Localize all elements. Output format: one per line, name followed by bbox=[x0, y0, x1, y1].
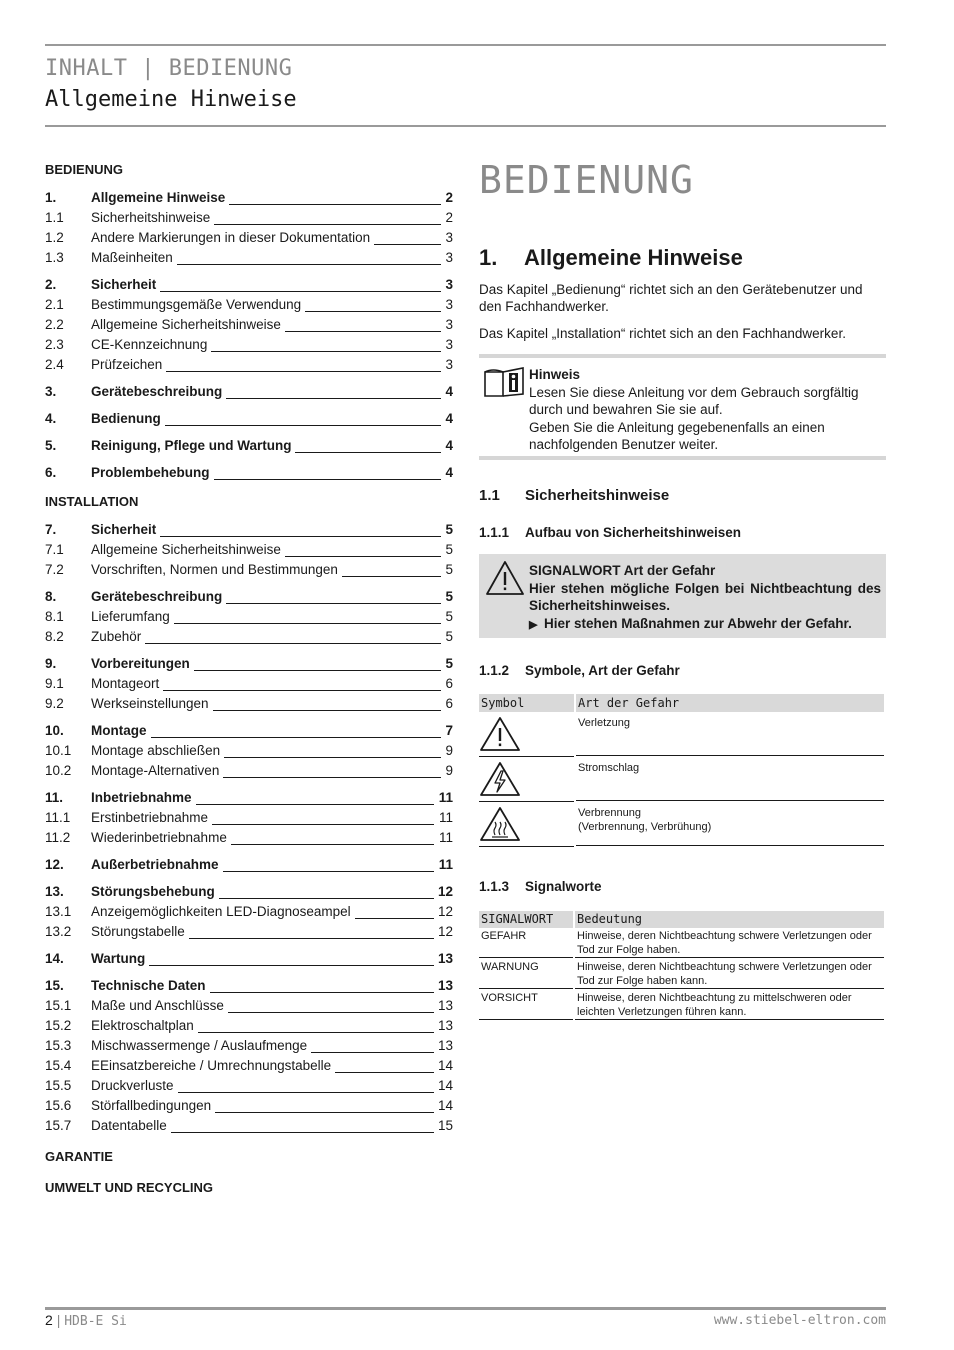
toc-list-bedienung bbox=[45, 188, 453, 483]
symbols-table-header bbox=[479, 694, 884, 712]
toc-entry-page: 5 bbox=[445, 609, 453, 624]
toc-entry-number: 15.6 bbox=[45, 1098, 72, 1113]
heading-number: 1.1.2 bbox=[479, 663, 510, 678]
table-of-contents bbox=[45, 160, 453, 1198]
toc-entry-number: 8. bbox=[45, 589, 57, 604]
toc-entry-number: 2. bbox=[45, 277, 57, 292]
toc-entry-label: Außerbetriebnahme bbox=[91, 855, 223, 875]
toc-entry[interactable] bbox=[45, 560, 453, 580]
toc-entry-page: 5 bbox=[445, 656, 453, 671]
toc-entry-number: 15.7 bbox=[45, 1118, 72, 1133]
toc-entry-label: Reinigung, Pflege und Wartung bbox=[91, 436, 295, 456]
toc-entry-page: 5 bbox=[445, 562, 453, 577]
warning-text bbox=[529, 562, 881, 634]
toc-entry-number: 13. bbox=[45, 884, 64, 899]
toc-entry-label: Inbetriebnahme bbox=[91, 788, 196, 808]
table-row bbox=[479, 757, 884, 802]
toc-entry-label: Sicherheit bbox=[91, 275, 160, 295]
toc-entry-label: Zubehör bbox=[91, 627, 145, 647]
toc-entry-label: Vorschriften, Normen und Bestimmungen bbox=[91, 560, 342, 580]
toc-entry-number: 1. bbox=[45, 190, 57, 205]
signalwords-table bbox=[479, 911, 884, 1021]
toc-entry-number: 1.3 bbox=[45, 250, 64, 265]
toc-entry-page: 13 bbox=[437, 978, 453, 993]
toc-entry-page: 5 bbox=[445, 542, 453, 557]
signal-word: VORSICHT bbox=[479, 990, 573, 1020]
toc-entry[interactable] bbox=[45, 275, 453, 295]
toc-entry[interactable] bbox=[45, 520, 453, 540]
toc-entry-number: 15.4 bbox=[45, 1058, 72, 1073]
toc-entry-page: 12 bbox=[437, 884, 453, 899]
toc-entry-label: Prüfzeichen bbox=[91, 355, 166, 375]
toc-entry-label: Lieferumfang bbox=[91, 607, 174, 627]
toc-entry-label: Druckverluste bbox=[91, 1076, 178, 1096]
toc-entry-page: 12 bbox=[437, 924, 453, 939]
toc-entry-label: Wartung bbox=[91, 949, 149, 969]
header-bottom-rule bbox=[45, 125, 886, 127]
heading-text: Symbole, Art der Gefahr bbox=[525, 663, 680, 678]
intro-paragraph-1: Das Kapitel „Bedienung“ richtet sich an den Gerätebenutzer und den Fachhandwerker. bbox=[479, 282, 863, 314]
heading-number: 1.1.1 bbox=[479, 525, 510, 540]
toc-entry-label: Montage-Alternativen bbox=[91, 761, 223, 781]
toc-entry[interactable] bbox=[45, 409, 453, 429]
toc-entry-label: Bedienung bbox=[91, 409, 165, 429]
symbols-table bbox=[479, 694, 884, 847]
toc-entry[interactable] bbox=[45, 436, 453, 456]
toc-entry-page: 12 bbox=[437, 904, 453, 919]
toc-entry-number: 7. bbox=[45, 522, 57, 537]
toc-entry-number: 13.1 bbox=[45, 904, 72, 919]
heat-triangle-icon bbox=[479, 802, 574, 847]
toc-entry-number: 10.2 bbox=[45, 763, 72, 778]
heading-text: Signalworte bbox=[525, 879, 602, 894]
warning-action bbox=[529, 615, 881, 635]
toc-entry[interactable] bbox=[45, 587, 453, 607]
toc-entry-page: 3 bbox=[445, 337, 453, 352]
toc-entry-label: Datentabelle bbox=[91, 1116, 171, 1136]
toc-entry[interactable] bbox=[45, 788, 453, 808]
toc-entry-page: 11 bbox=[438, 830, 453, 845]
toc-entry-page: 3 bbox=[445, 230, 453, 245]
signal-word: GEFAHR bbox=[479, 928, 573, 958]
toc-entry-label: Gerätebeschreibung bbox=[91, 382, 226, 402]
toc-entry-page: 15 bbox=[437, 1118, 453, 1133]
signal-meaning: Hinweise, deren Nichtbeachtung zu mittelschweren oder leichten Verletzungen führen kann. bbox=[575, 990, 884, 1020]
warning-title: SIGNALWORT Art der Gefahr bbox=[529, 563, 716, 578]
toc-entry-page: 7 bbox=[445, 723, 453, 738]
heading-number: 1.1 bbox=[479, 487, 500, 504]
toc-entry[interactable] bbox=[45, 976, 453, 996]
toc-entry-page: 2 bbox=[445, 210, 453, 225]
toc-entry[interactable] bbox=[45, 1116, 453, 1136]
toc-entry-page: 14 bbox=[437, 1098, 453, 1113]
toc-entry-number: 12. bbox=[45, 857, 64, 872]
toc-entry[interactable] bbox=[45, 1076, 453, 1096]
toc-entry-number: 8.2 bbox=[45, 629, 64, 644]
toc-entry-label: Werkseinstellungen bbox=[91, 694, 213, 714]
toc-entry[interactable] bbox=[45, 315, 453, 335]
footer-rule bbox=[45, 1307, 886, 1310]
toc-entry[interactable] bbox=[45, 228, 453, 248]
toc-section-bedienung: BEDIENUNG bbox=[45, 162, 124, 177]
toc-entry-label: Montageort bbox=[91, 674, 163, 694]
toc-entry-number: 15.2 bbox=[45, 1018, 72, 1033]
toc-entry-label: Montage abschließen bbox=[91, 741, 224, 761]
toc-entry-number: 2.4 bbox=[45, 357, 64, 372]
toc-entry-number: 7.2 bbox=[45, 562, 64, 577]
toc-entry-number: 15.3 bbox=[45, 1038, 72, 1053]
section-heading-1-1-1 bbox=[479, 525, 741, 540]
toc-entry-page: 13 bbox=[437, 1038, 453, 1053]
toc-entry[interactable] bbox=[45, 1036, 453, 1056]
note-title: Hinweis bbox=[529, 367, 581, 382]
toc-entry[interactable] bbox=[45, 463, 453, 483]
toc-entry-number: 6. bbox=[45, 465, 57, 480]
toc-entry-label: Montage bbox=[91, 721, 151, 741]
section-heading-1-1-3 bbox=[479, 879, 602, 894]
footer-page-info bbox=[45, 1312, 127, 1329]
toc-entry-number: 9.1 bbox=[45, 676, 64, 691]
toc-entry-page: 3 bbox=[445, 297, 453, 312]
toc-entry-label: Bestimmungsgemäße Verwendung bbox=[91, 295, 305, 315]
section-heading-1 bbox=[479, 245, 743, 271]
toc-entry-page: 13 bbox=[437, 998, 453, 1013]
toc-entry-label: Sicherheitshinweise bbox=[91, 208, 214, 228]
exclamation-triangle-icon bbox=[479, 712, 574, 757]
signal-meaning: Hinweise, deren Nichtbeachtung schwere Verletzungen oder Tod zur Folge haben. bbox=[575, 928, 884, 958]
toc-entry-number: 8.1 bbox=[45, 609, 64, 624]
toc-entry[interactable] bbox=[45, 248, 453, 268]
toc-entry[interactable] bbox=[45, 761, 453, 781]
toc-entry[interactable] bbox=[45, 882, 453, 902]
section-heading-1-1 bbox=[479, 487, 669, 504]
toc-entry-page: 3 bbox=[445, 357, 453, 372]
heading-number: 1. bbox=[479, 245, 498, 270]
toc-entry-label: Maße und Anschlüsse bbox=[91, 996, 228, 1016]
toc-entry-label: Erstinbetriebnahme bbox=[91, 808, 212, 828]
toc-entry-label: Störfallbedingungen bbox=[91, 1096, 215, 1116]
chapter-title: BEDIENUNG bbox=[479, 158, 694, 202]
warning-action-text: Hier stehen Maßnahmen zur Abwehr der Gefahr. bbox=[544, 615, 852, 631]
table-row bbox=[479, 928, 884, 959]
page-number: 2 bbox=[45, 1312, 53, 1328]
toc-entry[interactable] bbox=[45, 1096, 453, 1116]
toc-entry[interactable] bbox=[45, 741, 453, 761]
toc-entry[interactable] bbox=[45, 382, 453, 402]
warning-example-box bbox=[479, 554, 886, 638]
heading-text: Sicherheitshinweise bbox=[525, 487, 670, 504]
toc-entry-number: 2.1 bbox=[45, 297, 64, 312]
toc-entry-label: Vorbereitungen bbox=[91, 654, 194, 674]
header-subtitle: Allgemeine Hinweise bbox=[45, 87, 297, 112]
table-row bbox=[479, 959, 884, 990]
arrow-right-icon: ▶ bbox=[529, 618, 538, 631]
toc-entry[interactable] bbox=[45, 355, 453, 375]
toc-entry-number: 4. bbox=[45, 411, 57, 426]
symbol-description-text: Verbrennung (Verbrennung, Verbrühung) bbox=[578, 807, 712, 833]
symbols-col-symbol: Symbol bbox=[481, 696, 525, 710]
heading-number: 1.1.3 bbox=[479, 879, 510, 894]
toc-entry-number: 9. bbox=[45, 656, 57, 671]
toc-entry-page: 4 bbox=[445, 438, 453, 453]
section-heading-1-1-2 bbox=[479, 663, 680, 678]
toc-entry-page: 14 bbox=[437, 1058, 453, 1073]
toc-entry-label: Wiederinbetriebnahme bbox=[91, 828, 231, 848]
note-line-2: Geben Sie die Anleitung gegebenenfalls an einen nachfolgenden Benutzer weiter. bbox=[529, 419, 825, 452]
toc-entry-number: 11.2 bbox=[45, 830, 71, 845]
signalwords-col-meaning: Bedeutung bbox=[575, 911, 884, 928]
toc-entry-page: 4 bbox=[445, 411, 453, 426]
toc-entry-number: 15. bbox=[45, 978, 64, 993]
toc-entry-number: 9.2 bbox=[45, 696, 64, 711]
toc-section-umwelt: UMWELT UND RECYCLING bbox=[45, 1180, 214, 1195]
toc-entry-label: Allgemeine Hinweise bbox=[91, 188, 229, 208]
toc-list-installation bbox=[45, 520, 453, 1136]
header-title: INHALT | BEDIENUNG bbox=[45, 56, 293, 81]
intro-paragraph-2: Das Kapitel „Installation“ richtet sich an den Fachhandwerker. bbox=[479, 326, 846, 341]
toc-entry-number: 7.1 bbox=[45, 542, 64, 557]
toc-entry-number: 13.2 bbox=[45, 924, 72, 939]
toc-entry[interactable] bbox=[45, 1056, 453, 1076]
toc-entry[interactable] bbox=[45, 295, 453, 315]
toc-entry[interactable] bbox=[45, 855, 453, 875]
toc-entry-page: 9 bbox=[445, 763, 453, 778]
toc-entry[interactable] bbox=[45, 654, 453, 674]
toc-entry-number: 11. bbox=[45, 790, 64, 805]
warning-body: Hier stehen mögliche Folgen bei Nichtbeachtung des Sicherheitshinweises. bbox=[529, 580, 881, 613]
note-text bbox=[529, 366, 885, 454]
toc-entry-page: 3 bbox=[445, 317, 453, 332]
symbol-description: Verletzung bbox=[576, 712, 884, 756]
signalwords-table-header bbox=[479, 911, 884, 928]
toc-entry-label: CE-Kennzeichnung bbox=[91, 335, 211, 355]
toc-entry-number: 3. bbox=[45, 384, 57, 399]
toc-entry-page: 9 bbox=[445, 743, 453, 758]
toc-entry-label: Sicherheit bbox=[91, 520, 160, 540]
toc-entry-number: 15.5 bbox=[45, 1078, 72, 1093]
table-row bbox=[479, 802, 884, 847]
toc-entry[interactable] bbox=[45, 607, 453, 627]
signal-meaning: Hinweise, deren Nichtbeachtung schwere Verletzungen oder Tod zur Folge haben kann. bbox=[575, 959, 884, 989]
toc-entry-number: 11.1 bbox=[45, 810, 71, 825]
toc-entry[interactable] bbox=[45, 808, 453, 828]
toc-entry-page: 3 bbox=[445, 277, 453, 292]
toc-entry-label: Maßeinheiten bbox=[91, 248, 177, 268]
toc-entry-page: 5 bbox=[445, 629, 453, 644]
toc-entry[interactable] bbox=[45, 721, 453, 741]
toc-entry-page: 6 bbox=[445, 696, 453, 711]
signalwords-col-word: SIGNALWORT bbox=[481, 912, 554, 926]
toc-entry[interactable] bbox=[45, 694, 453, 714]
footer-url[interactable]: www.stiebel-eltron.com bbox=[713, 1313, 886, 1328]
table-row bbox=[479, 712, 884, 757]
note-box bbox=[479, 354, 886, 460]
symbol-description: Stromschlag bbox=[576, 757, 884, 801]
signal-word: WARNUNG bbox=[479, 959, 573, 989]
toc-entry[interactable] bbox=[45, 627, 453, 647]
toc-entry[interactable] bbox=[45, 188, 453, 208]
toc-entry[interactable] bbox=[45, 335, 453, 355]
toc-entry-number: 2.3 bbox=[45, 337, 64, 352]
toc-entry-label: Anzeigemöglichkeiten LED-Diagnoseampel bbox=[91, 902, 355, 922]
toc-entry[interactable] bbox=[45, 828, 453, 848]
toc-entry-label: Mischwassermenge / Auslaufmenge bbox=[91, 1036, 311, 1056]
toc-entry-number: 5. bbox=[45, 438, 57, 453]
toc-entry-label: Gerätebeschreibung bbox=[91, 587, 226, 607]
toc-entry-label: Störungsbehebung bbox=[91, 882, 219, 902]
toc-entry-number: 14. bbox=[45, 951, 64, 966]
toc-section-garantie: GARANTIE bbox=[45, 1149, 113, 1164]
toc-entry-number: 1.2 bbox=[45, 230, 64, 245]
toc-entry-page: 11 bbox=[438, 810, 453, 825]
toc-entry-page: 13 bbox=[437, 951, 453, 966]
toc-entry-page: 4 bbox=[445, 384, 453, 399]
toc-entry-label: Andere Markierungen in dieser Dokumentation bbox=[91, 228, 374, 248]
toc-entry-label: Problembehebung bbox=[91, 463, 214, 483]
toc-entry-page: 14 bbox=[437, 1078, 453, 1093]
toc-entry-page: 5 bbox=[445, 589, 453, 604]
lightning-triangle-icon bbox=[479, 757, 574, 802]
toc-entry[interactable] bbox=[45, 949, 453, 969]
toc-entry-page: 3 bbox=[445, 250, 453, 265]
symbol-description bbox=[576, 802, 884, 846]
toc-entry[interactable] bbox=[45, 208, 453, 228]
toc-entry[interactable] bbox=[45, 922, 453, 942]
heading-text: Aufbau von Sicherheitshinweisen bbox=[525, 525, 742, 540]
toc-entry-page: 2 bbox=[445, 190, 453, 205]
exclamation-triangle-icon bbox=[485, 560, 525, 600]
toc-entry-page: 6 bbox=[445, 676, 453, 691]
footer-separator: | bbox=[56, 1312, 61, 1328]
toc-entry-page: 4 bbox=[445, 465, 453, 480]
toc-entry-page: 5 bbox=[445, 522, 453, 537]
toc-entry-page: 11 bbox=[438, 857, 453, 872]
toc-entry-number: 10. bbox=[45, 723, 64, 738]
toc-entry-number: 10.1 bbox=[45, 743, 72, 758]
toc-entry-label: Allgemeine Sicherheitshinweise bbox=[91, 315, 285, 335]
toc-entry[interactable] bbox=[45, 1016, 453, 1036]
toc-entry-number: 15.1 bbox=[45, 998, 72, 1013]
model-name: HDB-E Si bbox=[64, 1314, 127, 1329]
table-row bbox=[479, 990, 884, 1021]
toc-entry-number: 2.2 bbox=[45, 317, 64, 332]
toc-entry[interactable] bbox=[45, 674, 453, 694]
toc-entry-label: Störungstabelle bbox=[91, 922, 189, 942]
toc-entry-label: EEinsatzbereiche / Umrechnungstabelle bbox=[91, 1056, 335, 1076]
toc-section-installation: INSTALLATION bbox=[45, 494, 139, 509]
heading-text: Allgemeine Hinweise bbox=[524, 245, 743, 270]
info-book-icon bbox=[483, 366, 525, 404]
toc-entry-page: 11 bbox=[438, 790, 453, 805]
toc-entry[interactable] bbox=[45, 902, 453, 922]
toc-entry-label: Technische Daten bbox=[91, 976, 210, 996]
note-line-1: Lesen Sie diese Anleitung vor dem Gebrauch sorgfältig durch und bewahren Sie sie auf. bbox=[529, 384, 859, 417]
toc-entry-label: Elektroschaltplan bbox=[91, 1016, 198, 1036]
header-top-rule bbox=[45, 44, 886, 46]
toc-entry-label: Allgemeine Sicherheitshinweise bbox=[91, 540, 285, 560]
toc-entry-page: 13 bbox=[437, 1018, 453, 1033]
toc-entry-number: 1.1 bbox=[45, 210, 64, 225]
symbols-col-danger: Art der Gefahr bbox=[576, 694, 884, 712]
toc-entry[interactable] bbox=[45, 540, 453, 560]
toc-entry[interactable] bbox=[45, 996, 453, 1016]
